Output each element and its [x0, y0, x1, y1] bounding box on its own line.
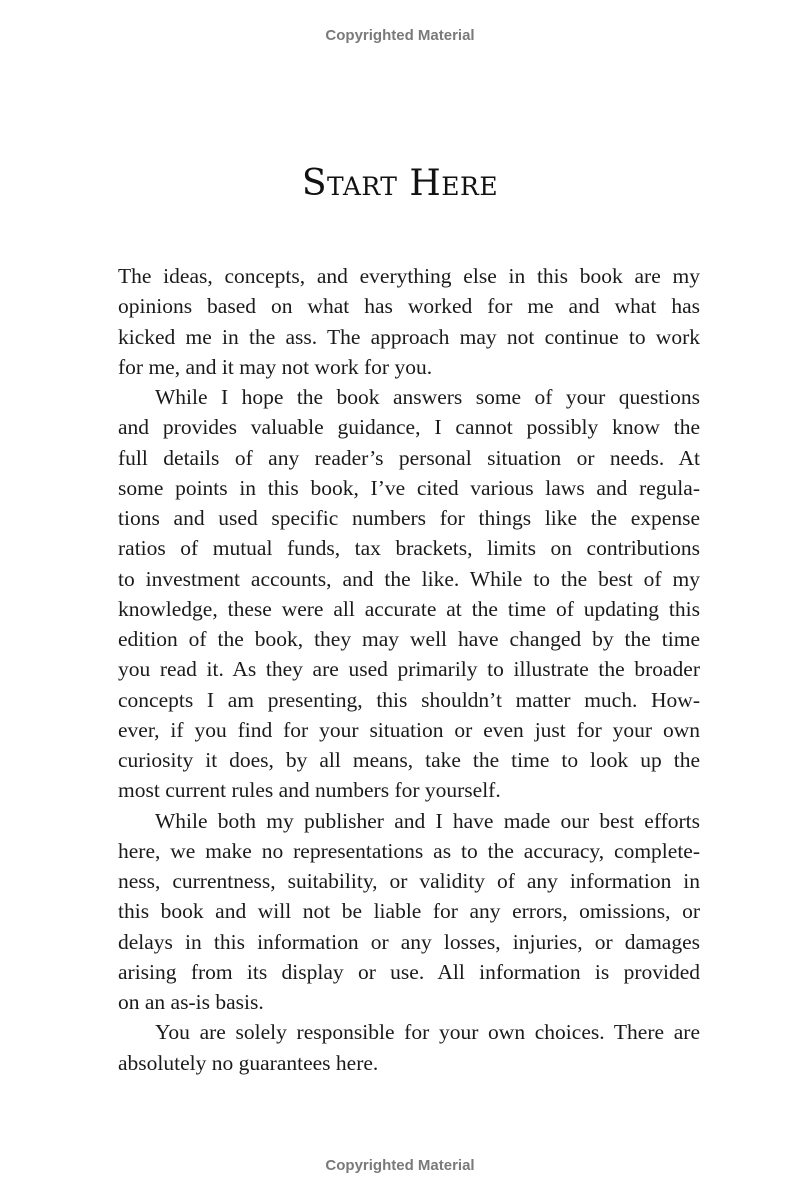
text-line: ratios of mutual funds, tax brackets, limits on contributions: [118, 536, 700, 561]
text-line: to investment accounts, and the like. While to the best of my: [118, 566, 700, 591]
text-line: you read it. As they are used primarily to illustrate the broader: [118, 657, 700, 682]
text-line: The ideas, concepts, and everything else in this book are my: [118, 264, 700, 288]
paragraph: [118, 806, 700, 1018]
paragraph: [118, 1017, 700, 1078]
text-line: arising from its display or use. All information is provided: [118, 959, 700, 984]
text-line: ness, currentness, suitability, or validity of any information in: [118, 869, 700, 893]
text-line: tions and used specific numbers for things like the expense: [118, 506, 700, 530]
paragraph: [118, 382, 700, 806]
text-line: full details of any reader’s personal situation or needs. At: [118, 445, 700, 470]
text-line: concepts I am presenting, this shouldn’t matter much. How-: [118, 687, 700, 712]
chapter-title: Start Here: [301, 163, 499, 204]
text-line: opinions based on what has worked for me and what has: [118, 294, 700, 319]
text-line: While both my publisher and I have made our best efforts: [155, 808, 700, 833]
chapter-body: [118, 261, 700, 1078]
text-line: While I hope the book answers some of your questions: [155, 385, 700, 409]
text-line: absolutely no guarantees here.: [118, 1050, 379, 1075]
text-line: here, we make no representations as to the accuracy, complete-: [118, 838, 700, 863]
text-line: edition of the book, they may well have changed by the time: [118, 627, 700, 651]
text-line: most current rules and numbers for yourself.: [118, 778, 501, 803]
text-line: curiosity it does, by all means, take the time to look up the: [118, 748, 700, 772]
paragraph: [118, 261, 700, 382]
text-line: delays in this information or any losses, injuries, or damages: [118, 929, 700, 954]
text-line: this book and will not be liable for any errors, omissions, or: [118, 899, 700, 924]
copyright-watermark-bottom: Copyrighted Material: [325, 1157, 475, 1174]
text-line: on an as-is basis.: [118, 990, 264, 1014]
copyright-watermark-top: Copyrighted Material: [325, 27, 475, 44]
text-line: for me, and it may not work for you.: [118, 354, 433, 379]
text-line: some points in this book, I’ve cited various laws and regula-: [118, 475, 700, 500]
text-line: kicked me in the ass. The approach may not continue to work: [118, 324, 700, 349]
text-line: ever, if you find for your situation or even just for your own: [118, 717, 700, 742]
text-line: and provides valuable guidance, I cannot possibly know the: [118, 415, 700, 440]
text-line: knowledge, these were all accurate at the time of updating this: [118, 596, 700, 621]
text-line: You are solely responsible for your own choices. There are: [155, 1020, 700, 1045]
